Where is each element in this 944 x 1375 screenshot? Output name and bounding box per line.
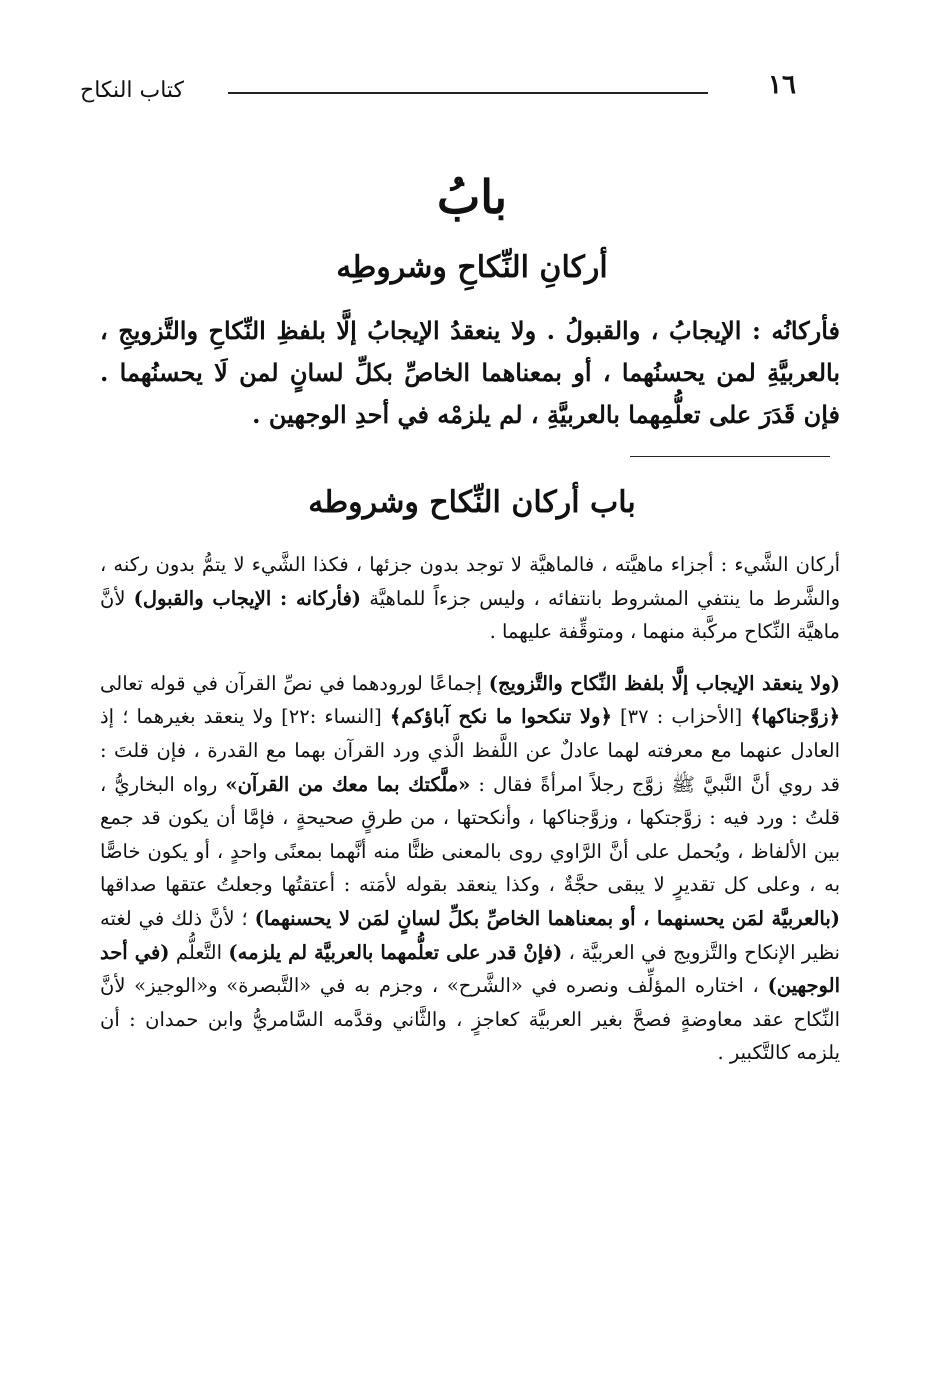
- text-span: ؛ لأنَّ ذلك في لغته نظير الإنكاح والتَّزويج في العربيَّة ،: [100, 906, 840, 964]
- text-span: إجماعًا لورودهما في نصِّ القرآن في قوله تعالى: [100, 671, 489, 695]
- bold-span: (فإنْ قدر على تعلُّمهما بالعربيَّة لم يلزمه): [228, 940, 563, 964]
- quran-verse: ﴿زوَّجناكها﴾: [750, 705, 840, 729]
- text-span: [النساء :٢٢] ولا ينعقد بغيرهما ؛ إذ العادل عنهما مع معرفته لهما عادلٌ عن اللَّفظ الَّذي ورد القرآن بهما مع القدرة ، فإن قلتَ : قد روي أنَّ النَّبيَّ ﷺ زوَّج رجلاً امرأةً فقال :: [100, 705, 840, 796]
- bold-span: (ولا ينعقد الإيجاب إلَّا بلفظ النِّكاح والتَّزويج): [488, 671, 840, 695]
- matn-paragraph: فأركانُه : الإيجابُ ، والقبولُ . ولا ينعقدُ الإيجابُ إلَّا بلفظِ النِّكاحِ والتَّزويجِ ، بالعربيَّةِ لمن يحسنُهما ، أو بمعناهما الخاصِّ بكلِّ لسانٍ لمن لَا يحسنُهما . فإن قَدَرَ على تعلُّمِهما بالعربيَّةِ ، لم يلزمْه في أحدِ الوجهين .: [100, 316, 840, 429]
- section-separator: [630, 456, 830, 457]
- hadith-quote: «ملَّكتك بما معك من القرآن»: [225, 772, 471, 796]
- text-span: رواه البخاريُّ ، قلتُ : ورد فيه : زوَّجتكها ، وزوَّجناكها ، وأنكحتها ، من طرقٍ صحيحةٍ ، فإمَّا أن يكون قد جمع بين الألفاظ ، ويُحمل على أنَّ الرَّاوي روى بالمعنى ظنًّا منه أنَّهما بمعنًى واحدٍ ، أو يكون خاصًّا به ، وعلى كل تقديرٍ لا يبقى حجَّةٌ ، وكذا ينعقد بقوله لأمَته : أعتقتُها وجعلتُ عتقها صداقها: [100, 772, 840, 897]
- text-span: [الأحزاب : ٣٧]: [611, 705, 751, 729]
- bold-span: (في أحد الوجهين): [100, 940, 840, 998]
- chapter-heading: بابُ: [436, 170, 508, 224]
- text-span: أركان الشَّيء : أجزاء ماهيَّته ، فالماهيَّة لا توجد بدون جزئها ، فكذا الشَّيء لا يتمُّ بدون ركنه ، والشَّرط ما ينتفي المشروط بانتفائه ، وليس جزءاً للماهيَّة: [100, 553, 840, 610]
- sharh-paragraph-1: [100, 548, 840, 649]
- quran-verse: ﴿ولا تنكحوا ما نكح آباؤكم﴾: [389, 705, 612, 729]
- bold-span: (فأركانه : الإيجاب والقبول): [133, 586, 362, 610]
- header-rule: [228, 92, 708, 94]
- text-span: ، اختاره المؤلِّف ونصره في «الشَّرح» ، وجزم به في «التَّبصرة» و«الوجيز» لأنَّ النِّكاح عقد معاوضةٍ فصحَّ بغير العربيَّة كعاجزٍ ، والثَّاني وقدَّمه السَّامريُّ وابن حمدان : أن يلزمه كالتَّكبير .: [100, 974, 840, 1065]
- chapter-subtitle: أركانِ النِّكاحِ وشروطِه: [336, 250, 608, 285]
- text-span: لأنَّ ماهيَّة النِّكاح مركَّبة منهما ، ومتوقِّفة عليهما .: [100, 586, 840, 644]
- sharh-paragraph-2: [100, 667, 840, 1070]
- sharh-body: [100, 548, 840, 1088]
- sharh-title: باب أركان النِّكاح وشروطه: [308, 485, 636, 520]
- text-span: التَّعلُّم: [169, 940, 229, 964]
- page-number: ١٦: [768, 70, 796, 100]
- book-title: كتاب النكاح: [80, 78, 185, 103]
- bold-span: (بالعربيَّة لمَن يحسنهما ، أو بمعناهما الخاصِّ بكلِّ لسانٍ لمَن لا يحسنهما): [254, 906, 840, 930]
